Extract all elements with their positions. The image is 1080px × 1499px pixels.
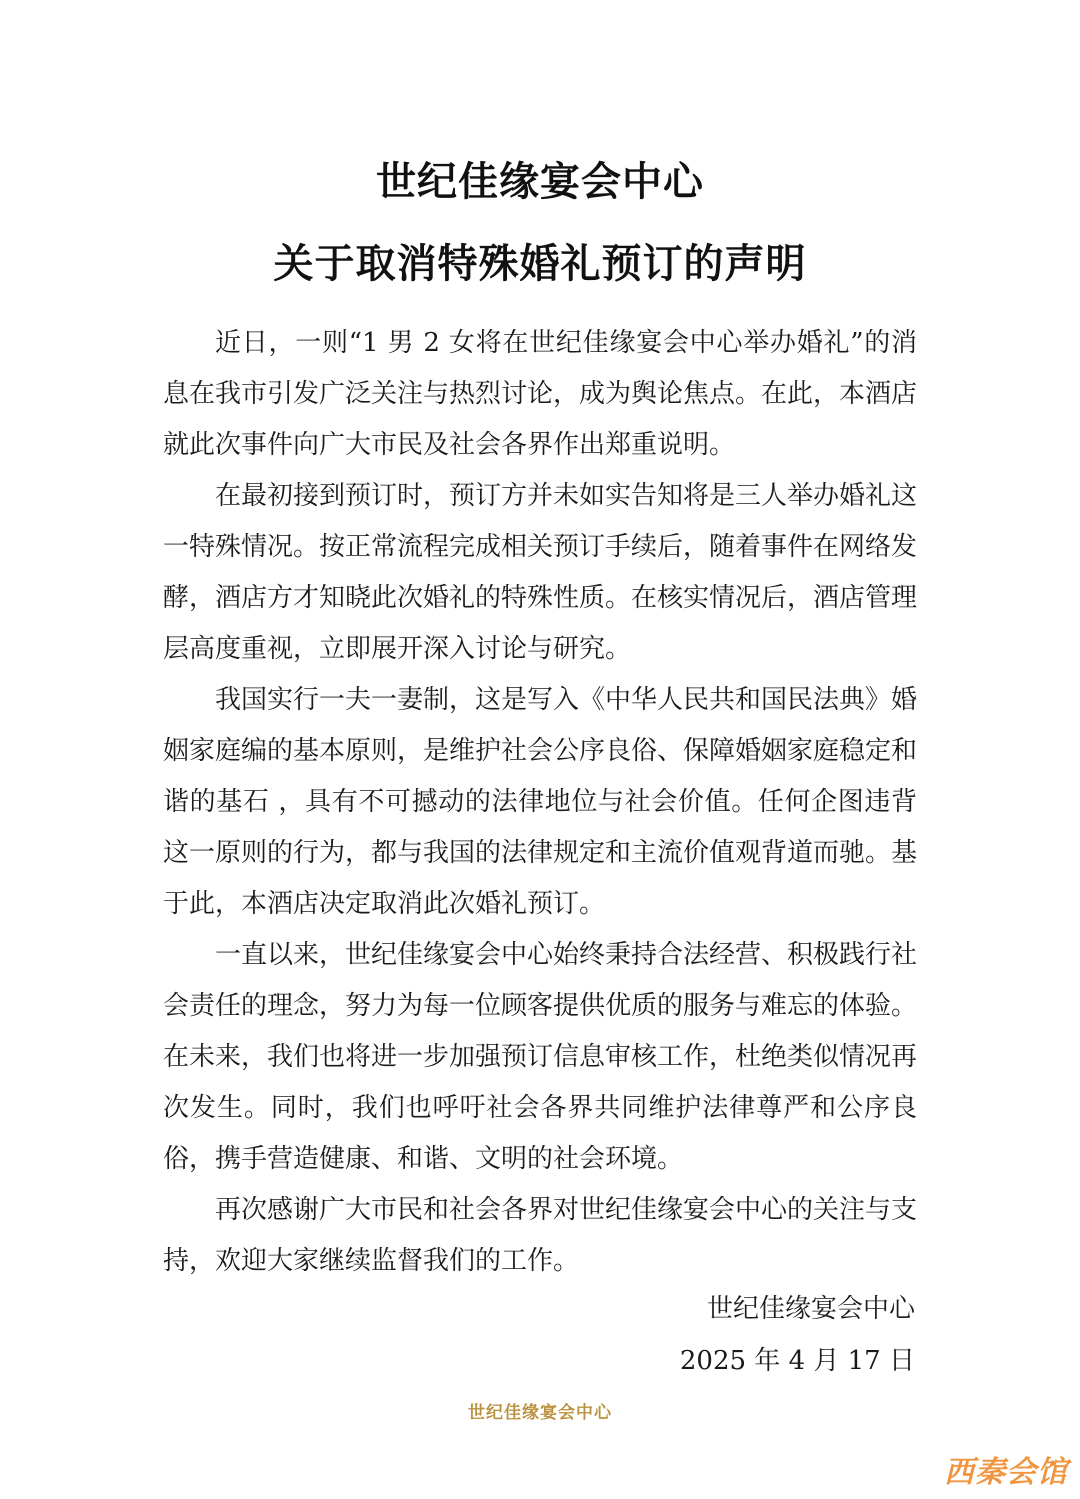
statement-body bbox=[163, 318, 917, 1287]
paragraph: 一直以来，世纪佳缘宴会中心始终秉持合法经营、积极践行社会责任的理念，努力为每一位顾客提供优质的服务与难忘的体验。在未来，我们也将进一步加强预订信息审核工作，杜绝类似情况再次发生。同时，我们也呼吁社会各界共同维护法律尊严和公序良俗，携手营造健康、和谐、文明的社会环境。 bbox=[163, 940, 918, 1174]
paragraph: 我国实行一夫一妻制，这是写入《中华人民共和国民法典》婚姻家庭编的基本原则，是维护社会公序良俗、保障婚姻家庭稳定和谐的基石 ，具有不可撼动的法律地位与社会价值。任何企图违背这一原则的行为，都与我国的法律规定和主流价值观背道而驰。基于此，本酒店决定取消此次婚礼预订。 bbox=[163, 685, 918, 919]
signature-date: 2025 年 4 月 17 日 bbox=[679, 1346, 915, 1376]
watermark-logo: 西秦会馆 bbox=[944, 1455, 1068, 1490]
signature-organization: 世纪佳缘宴会中心 bbox=[706, 1294, 915, 1324]
paragraph: 在最初接到预订时，预订方并未如实告知将是三人举办婚礼这一特殊情况。按正常流程完成相关预订手续后，随着事件在网络发酵，酒店方才知晓此次婚礼的特殊性质。在核实情况后，酒店管理层高度重视，立即展开深入讨论与研究。 bbox=[163, 481, 918, 664]
page-title-subject: 关于取消特殊婚礼预订的声明 bbox=[273, 241, 807, 287]
page-title-org: 世纪佳缘宴会中心 bbox=[376, 159, 704, 205]
paragraph: 再次感谢广大市民和社会各界对世纪佳缘宴会中心的关注与支持，欢迎大家继续监督我们的工作。 bbox=[163, 1195, 918, 1276]
footer-letterhead: 世纪佳缘宴会中心 bbox=[468, 1403, 612, 1423]
paragraph: 近日，一则“1 男 2 女将在世纪佳缘宴会中心举办婚礼”的消息在我市引发广泛关注与热烈讨论，成为舆论焦点。在此，本酒店就此次事件向广大市民及社会各界作出郑重说明。 bbox=[163, 328, 918, 460]
